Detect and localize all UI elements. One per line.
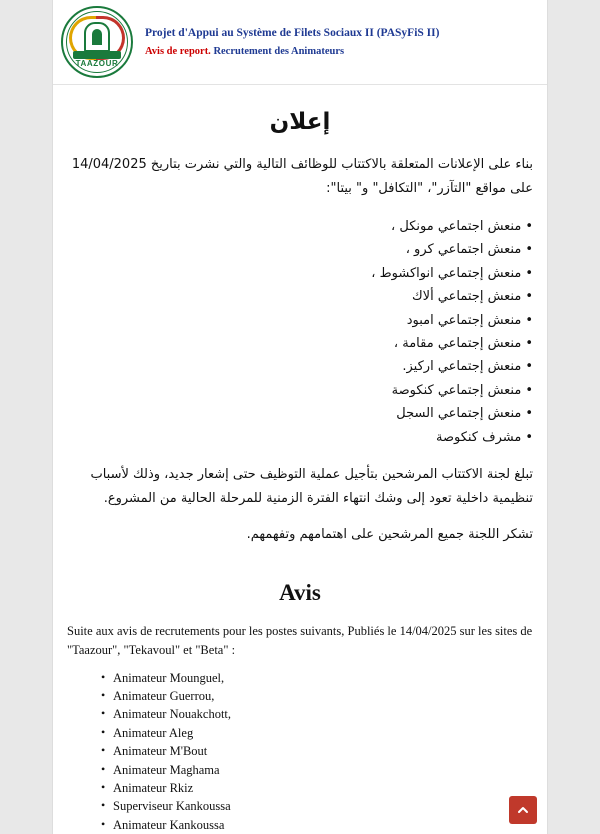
french-section xyxy=(67,580,533,834)
bullet-icon: • xyxy=(525,312,533,328)
bullet-icon: • xyxy=(525,336,533,352)
french-title: Avis xyxy=(279,580,321,606)
taazour-logo-icon xyxy=(61,6,133,78)
arabic-position-label: منعش إجتماعي مقامة ، xyxy=(393,336,522,352)
notice-label: Avis de report. xyxy=(145,45,211,57)
list-item xyxy=(67,355,533,378)
chevron-up-icon xyxy=(516,803,530,817)
notice-subject: Recrutement des Animateurs xyxy=(213,45,345,57)
arabic-position-label: منعش إجتماعي كنكوصة xyxy=(391,382,522,398)
logo-text: TAAZOUR xyxy=(75,59,119,68)
list-item: • Animateur Guerrou, xyxy=(113,687,533,705)
list-item xyxy=(67,379,533,402)
list-item: • Superviseur Kankoussa xyxy=(113,797,533,815)
arabic-intro: بناء على الإعلانات المتعلقة بالاكتتاب للوظائف التالية والتي نشرت بتاريخ 14/04/2025 على مواقع "التآزر"، "التكافل" و" بيتا": xyxy=(71,157,533,197)
list-item: • Animateur Rkiz xyxy=(113,779,533,797)
list-item: • Animateur Kankoussa xyxy=(113,816,533,834)
french-positions-list xyxy=(67,669,533,834)
list-item xyxy=(67,332,533,355)
bullet-icon: • xyxy=(525,265,533,281)
arabic-body: تبلغ لجنة الاكتتاب المرشحين بتأجيل عملية التوظيف حتى إشعار جديد، وذلك لأسباب تنظيمية داخلية تعود إلى وشك انتهاء الفترة الزمنية للمرحلة الحالية من المشروع. xyxy=(90,467,533,507)
document-content xyxy=(53,85,547,834)
notice-line xyxy=(145,45,439,59)
list-item: • Animateur Mounguel, xyxy=(113,669,533,687)
bullet-icon: • xyxy=(525,382,533,398)
list-item xyxy=(67,238,533,261)
list-item xyxy=(67,402,533,425)
arabic-thanks: تشكر اللجنة جميع المرشحين على اهتمامهم وتفهمهم. xyxy=(246,527,533,543)
list-item xyxy=(67,262,533,285)
document-header xyxy=(53,0,547,85)
arabic-supervisor-label: مشرف كنكوصة xyxy=(435,429,522,445)
arabic-title: إعلان xyxy=(269,109,331,135)
list-item xyxy=(67,285,533,308)
arabic-position-label: منعش إجتماعي امبود xyxy=(406,312,522,328)
project-title: Projet d'Appui au Système de Filets Sociaux II (PASyFiS II) xyxy=(145,26,440,39)
document-page xyxy=(52,0,548,834)
list-item xyxy=(67,426,533,449)
list-item xyxy=(67,309,533,332)
bullet-icon: • xyxy=(525,219,533,235)
arabic-position-label: منعش إجتماعي اركيز. xyxy=(402,359,522,375)
arabic-position-label: منعش إجتماعي انواكشوط ، xyxy=(371,265,522,281)
arabic-position-label: منعش إجتماعي ألاك xyxy=(411,289,522,305)
arabic-position-label: منعش إجتماعي السجل xyxy=(396,406,522,422)
list-item xyxy=(67,215,533,238)
list-item: • Animateur Maghama xyxy=(113,761,533,779)
bullet-icon: • xyxy=(525,242,533,258)
french-intro: Suite aux avis de recrutements pour les postes suivants, Publiés le 14/04/2025 sur les sites de "Taazour", "Tekavoul" et "Beta" : xyxy=(67,624,533,657)
list-item: • Animateur Nouakchott, xyxy=(113,705,533,723)
bullet-icon: • xyxy=(525,429,533,445)
arabic-positions-list xyxy=(67,215,533,449)
arabic-section xyxy=(67,109,533,546)
arabic-position-label: منعش اجتماعي مونكل ، xyxy=(391,219,522,235)
bullet-icon: • xyxy=(525,406,533,422)
arabic-position-label: منعش اجتماعي كرو ، xyxy=(405,242,522,258)
header-text-block xyxy=(145,26,439,59)
list-item: • Animateur M'Bout xyxy=(113,742,533,760)
bullet-icon: • xyxy=(525,289,533,305)
list-item: • Animateur Aleg xyxy=(113,724,533,742)
scroll-to-top-button[interactable] xyxy=(509,796,537,824)
bullet-icon: • xyxy=(525,359,533,375)
